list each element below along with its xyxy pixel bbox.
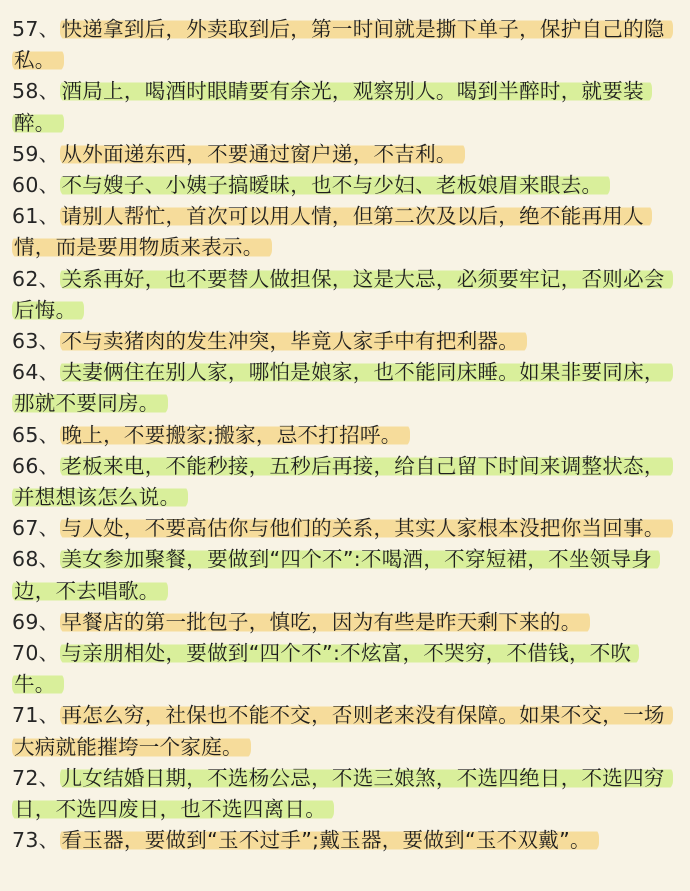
- item-number: 64、: [12, 360, 60, 385]
- item-text: 不与嫂子、小姨子搞暧昧，也不与少妇、老板娘眉来眼去。: [60, 172, 611, 198]
- item-text: 与亲朋相处，要做到“四个不”:不炫富，不哭穷，不借钱，不吹牛。: [12, 640, 639, 697]
- item-number: 69、: [12, 609, 60, 634]
- list-item: [12, 544, 674, 606]
- item-text: 酒局上，喝酒时眼睛要有余光，观察别人。喝到半醉时，就要装醉。: [12, 78, 652, 135]
- list-item: [12, 76, 674, 138]
- item-text: 早餐店的第一批包子，慎吃，因为有些是昨天剩下来的。: [60, 609, 590, 635]
- item-text: 美女参加聚餐，要做到“四个不”:不喝酒，不穿短裙，不坐领导身边，不去唱歌。: [12, 546, 660, 603]
- list-item: [12, 700, 674, 762]
- item-text: 不与卖猪肉的发生冲突，毕竟人家手中有把利器。: [60, 328, 528, 354]
- item-number: 63、: [12, 329, 60, 354]
- list-item: [12, 607, 674, 638]
- item-number: 70、: [12, 641, 60, 666]
- item-text: 看玉器，要做到“玉不过手”;戴玉器，要做到“玉不双戴”。: [60, 827, 599, 853]
- list-item: [12, 451, 674, 513]
- list-item: [12, 357, 674, 419]
- list-item: [12, 825, 674, 856]
- item-number: 60、: [12, 173, 60, 198]
- list-item: [12, 638, 674, 700]
- list-item: [12, 170, 674, 201]
- list-item: [12, 14, 674, 76]
- list-item: [12, 513, 674, 544]
- list-item: [12, 326, 674, 357]
- item-number: 58、: [12, 79, 60, 104]
- item-number: 72、: [12, 765, 60, 790]
- item-number: 65、: [12, 422, 60, 447]
- item-text: 请别人帮忙，首次可以用人情，但第二次及以后，绝不能再用人情，而是要用物质来表示。: [12, 203, 652, 260]
- item-number: 67、: [12, 516, 60, 541]
- item-text: 再怎么穷，社保也不能不交，否则老来没有保障。如果不交，一场大病就能摧垮一个家庭。: [12, 702, 673, 759]
- item-text: 快递拿到后，外卖取到后，第一时间就是撕下单子，保护自己的隐私。: [12, 16, 673, 73]
- item-number: 57、: [12, 17, 60, 41]
- item-number: 66、: [12, 453, 60, 478]
- item-text: 与人处，不要高估你与他们的关系，其实人家根本没把你当回事。: [60, 515, 673, 541]
- item-text: 老板来电，不能秒接，五秒后再接，给自己留下时间来调整状态，并想想该怎么说。: [12, 453, 673, 510]
- item-number: 68、: [12, 547, 60, 572]
- item-text: 儿女结婚日期，不选杨公忌，不选三娘煞，不选四绝日，不选四穷日，不选四废日，也不选四离日。: [12, 765, 673, 822]
- list-item: [12, 420, 674, 451]
- list-item: [12, 763, 674, 825]
- list-item: [12, 264, 674, 326]
- item-number: 62、: [12, 266, 60, 291]
- item-number: 61、: [12, 204, 60, 229]
- item-text: 从外面递东西，不要通过窗户递，不吉利。: [60, 141, 465, 167]
- item-text: 晚上，不要搬家;搬家，忌不打招呼。: [60, 422, 410, 448]
- item-text: 关系再好，也不要替人做担保，这是大忌，必须要牢记，否则必会后悔。: [12, 266, 673, 323]
- item-number: 73、: [12, 828, 60, 853]
- item-text: 夫妻俩住在别人家，哪怕是娘家，也不能同床睡。如果非要同床，那就不要同房。: [12, 359, 673, 416]
- item-number: 59、: [12, 141, 60, 166]
- list-item: [12, 201, 674, 263]
- list-item: [12, 139, 674, 170]
- item-number: 71、: [12, 703, 60, 728]
